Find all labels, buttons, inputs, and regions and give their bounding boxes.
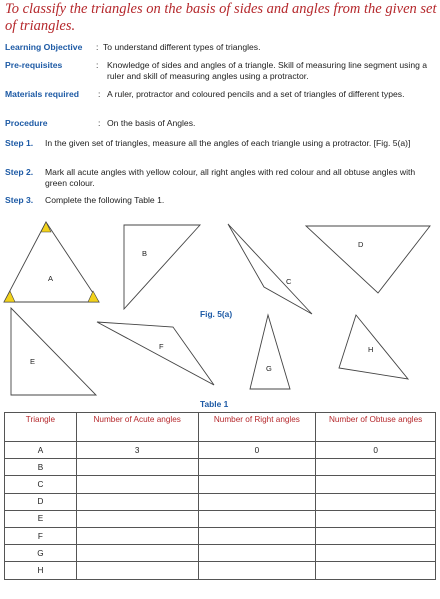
cell-obtuse[interactable] xyxy=(316,476,436,493)
table-row xyxy=(5,459,436,476)
cell-obtuse[interactable]: 0 xyxy=(316,442,436,459)
cell-right[interactable] xyxy=(198,510,316,527)
triangle-e xyxy=(11,308,96,395)
triangle-h xyxy=(339,315,408,379)
triangle-label: A xyxy=(48,274,54,283)
meta-label: Pre-requisites xyxy=(5,60,63,70)
cell-triangle: E xyxy=(5,510,77,527)
cell-triangle: D xyxy=(5,493,77,510)
table-row xyxy=(5,493,436,510)
triangle-a xyxy=(4,222,99,302)
triangle-b-shape xyxy=(124,225,200,309)
table-row xyxy=(5,476,436,493)
cell-acute[interactable] xyxy=(76,476,198,493)
cell-obtuse[interactable] xyxy=(316,545,436,562)
triangle-f xyxy=(97,322,214,385)
triangle-label: B xyxy=(142,249,148,258)
step-text: Complete the following Table 1. xyxy=(45,195,165,205)
cell-triangle: B xyxy=(5,459,77,476)
step-text: In the given set of triangles, measure all the angles of each triangle using a protractor. [Fig. 5(a)] xyxy=(45,138,411,148)
cell-triangle: F xyxy=(5,527,77,544)
cell-triangle: H xyxy=(5,562,77,579)
triangle-a-shape xyxy=(4,222,99,302)
triangle-label: C xyxy=(286,277,292,286)
colon: : xyxy=(96,60,99,70)
meta-text: A ruler, protractor and coloured pencils and a set of triangles of different types. xyxy=(107,89,405,99)
triangle-g xyxy=(250,315,290,389)
triangle-c xyxy=(228,224,312,314)
cell-right[interactable] xyxy=(198,476,316,493)
cell-obtuse[interactable] xyxy=(316,510,436,527)
cell-triangle: A xyxy=(5,442,77,459)
cell-right[interactable] xyxy=(198,545,316,562)
cell-triangle: G xyxy=(5,545,77,562)
header-right: Number of Right angles xyxy=(198,413,316,442)
meta-text: On the basis of Angles. xyxy=(107,118,196,128)
table-header-row xyxy=(5,413,436,442)
cell-triangle: C xyxy=(5,476,77,493)
triangle-d xyxy=(306,226,430,293)
cell-obtuse[interactable] xyxy=(316,493,436,510)
table-caption: Table 1 xyxy=(200,399,229,409)
cell-acute[interactable] xyxy=(76,562,198,579)
meta-label: Procedure xyxy=(5,118,48,128)
cell-acute[interactable] xyxy=(76,545,198,562)
colon: : xyxy=(96,42,99,52)
angles-table xyxy=(4,412,436,580)
triangle-c-shape xyxy=(228,224,312,314)
figure-caption: Fig. 5(a) xyxy=(200,309,233,319)
cell-right[interactable] xyxy=(198,527,316,544)
step-label: Step 2. xyxy=(5,167,34,177)
triangle-label: F xyxy=(159,342,164,351)
table-row xyxy=(5,442,436,459)
cell-right[interactable] xyxy=(198,493,316,510)
activity-title: To classify the triangles on the basis of sides and angles from the given set of triangles. xyxy=(5,1,437,34)
triangle-label: G xyxy=(266,364,272,373)
triangle-f-shape xyxy=(97,322,214,385)
triangle-label: E xyxy=(30,357,36,366)
header-triangle: Triangle xyxy=(5,413,77,442)
triangles-figure xyxy=(0,218,440,396)
header-obtuse: Number of Obtuse angles xyxy=(316,413,436,442)
header-acute: Number of Acute angles xyxy=(76,413,198,442)
table-row xyxy=(5,562,436,579)
meta-text: To understand different types of triangles. xyxy=(103,42,261,52)
triangle-h-shape xyxy=(339,315,408,379)
triangle-e-shape xyxy=(11,308,96,395)
step-text: Mark all acute angles with yellow colour, all right angles with red colour and all obtuse angles with green colour. xyxy=(45,167,416,188)
cell-obtuse[interactable] xyxy=(316,459,436,476)
table-row xyxy=(5,510,436,527)
cell-acute[interactable] xyxy=(76,510,198,527)
cell-right[interactable] xyxy=(198,459,316,476)
colon: : xyxy=(98,89,101,99)
cell-right[interactable] xyxy=(198,562,316,579)
triangle-b xyxy=(124,225,200,309)
colon: : xyxy=(98,118,101,128)
cell-acute[interactable] xyxy=(76,527,198,544)
step-label: Step 3. xyxy=(5,195,34,205)
triangle-label: H xyxy=(368,345,374,354)
meta-label: Learning Objective xyxy=(5,42,83,52)
step-label: Step 1. xyxy=(5,138,34,148)
meta-label: Materials required xyxy=(5,89,80,99)
meta-text: Knowledge of sides and angles of a triangle. Skill of measuring line segment using a ruler and skill of measuring angles using a protractor. xyxy=(107,60,428,81)
cell-obtuse[interactable] xyxy=(316,527,436,544)
triangle-d-shape xyxy=(306,226,430,293)
cell-acute[interactable] xyxy=(76,493,198,510)
triangle-label: D xyxy=(358,240,364,249)
table-row xyxy=(5,545,436,562)
cell-acute[interactable] xyxy=(76,459,198,476)
triangle-g-shape xyxy=(250,315,290,389)
cell-obtuse[interactable] xyxy=(316,562,436,579)
table-row xyxy=(5,527,436,544)
cell-acute[interactable]: 3 xyxy=(76,442,198,459)
cell-right[interactable]: 0 xyxy=(198,442,316,459)
